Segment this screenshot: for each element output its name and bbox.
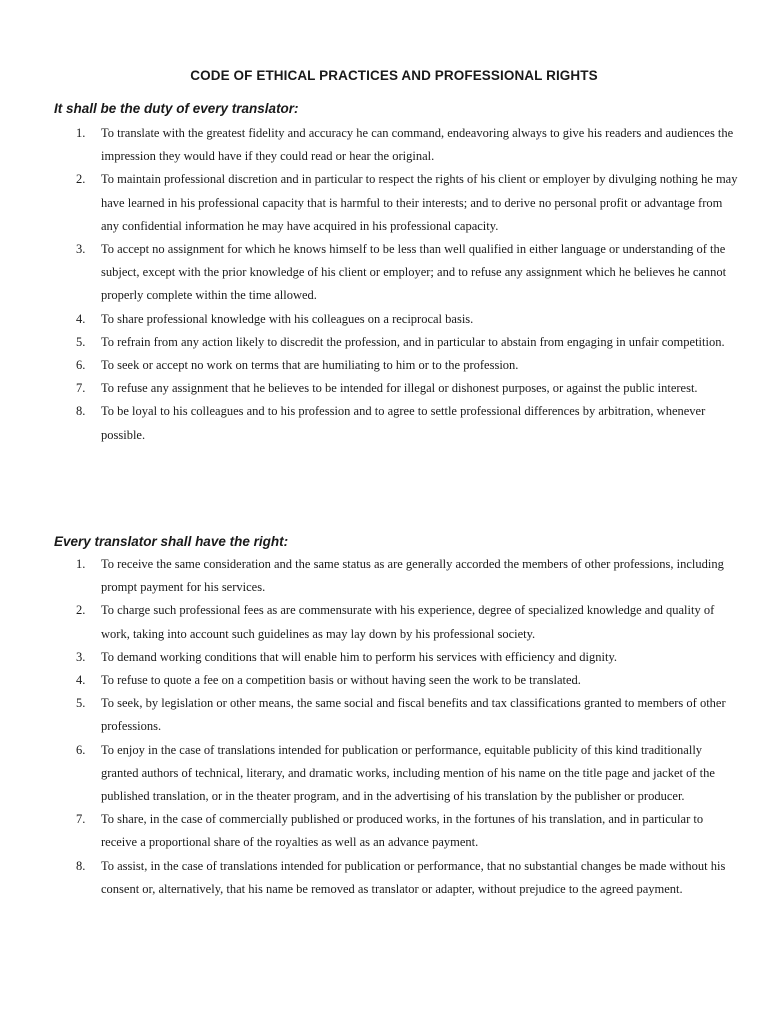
item-number: 2. (76, 172, 86, 187)
duties-list (0, 122, 768, 447)
item-text: To share professional knowledge with his colleagues on a reciprocal basis. (101, 311, 474, 326)
list-item (0, 553, 768, 599)
list-item (0, 331, 768, 354)
rights-list (0, 553, 768, 901)
duties-heading: It shall be the duty of every translator: (54, 101, 299, 116)
item-number: 7. (76, 812, 86, 827)
item-text: To share, in the case of commercially published or produced works, in the fortunes of his translation, and in particular to receive a proportional share of the royalties as well as an advance payment. (101, 812, 704, 850)
item-text: To be loyal to his colleagues and to his profession and to agree to settle professional differences by arbitration, whenever possible. (101, 404, 706, 442)
list-item (0, 238, 768, 308)
item-number: 8. (76, 858, 86, 873)
item-text: To assist, in the case of translations intended for publication or performance, that no substantial changes be made without his consent or, alternatively, that his name be removed as translator or adapter, without prejudice to the agreed payment. (101, 858, 726, 896)
item-text: To refuse to quote a fee on a competition basis or without having seen the work to be translated. (101, 673, 581, 688)
item-number: 1. (76, 126, 86, 140)
item-text: To translate with the greatest fidelity and accuracy he can command, endeavoring always to give his readers and audiences the impression they would have if they could read or hear the original. (101, 126, 734, 164)
item-text: To receive the same consideration and the same status as are generally accorded the members of other professions, including prompt payment for his services. (101, 557, 724, 595)
item-number: 8. (76, 404, 86, 419)
list-item (0, 354, 768, 377)
list-item (0, 855, 768, 901)
item-number: 7. (76, 381, 86, 396)
item-number: 5. (76, 696, 86, 711)
list-item (0, 808, 768, 854)
item-number: 4. (76, 673, 86, 688)
item-number: 6. (76, 742, 86, 757)
item-text: To seek or accept no work on terms that are humiliating to him or to the profession. (101, 358, 519, 373)
item-text: To refuse any assignment that he believes to be intended for illegal or dishonest purposes, or against the public interest. (101, 381, 698, 396)
list-item (0, 377, 768, 400)
list-item (0, 168, 768, 238)
item-text: To accept no assignment for which he knows himself to be less than well qualified in either language or understanding of the subject, except with the prior knowledge of his client or employer; and to refuse any assignment which he believes he cannot properly complete within the time allowed. (101, 242, 727, 303)
item-text: To refrain from any action likely to discredit the profession, and in particular to abstain from engaging in unfair competition. (101, 334, 725, 349)
rights-heading: Every translator shall have the right: (54, 534, 289, 549)
list-item (0, 739, 768, 809)
list-item (0, 400, 768, 446)
list-item (0, 599, 768, 645)
list-item (0, 646, 768, 669)
list-item (0, 669, 768, 692)
item-text: To seek, by legislation or other means, the same social and fiscal benefits and tax classifications granted to members of other professions. (101, 696, 726, 734)
item-text: To charge such professional fees as are commensurate with his experience, degree of specialized knowledge and quality of work, taking into account such guidelines as may lay down by his professional society. (101, 603, 715, 641)
item-text: To enjoy in the case of translations intended for publication or performance, equitable publicity of this kind traditionally granted authors of technical, literary, and dramatic works, including mention of his name on the title page and jacket of the published translation, or in the theater program, and in the advertising of his translation by the publisher or producer. (101, 742, 715, 804)
item-number: 2. (76, 603, 86, 618)
list-item (0, 692, 768, 738)
item-text: To maintain professional discretion and in particular to respect the rights of his client or employer by divulging nothing he may have learned in his professional capacity that is harmful to their interests; and to derive no personal profit or advantage from any confidential information he may have acquired in his professional capacity. (101, 172, 738, 233)
list-item (0, 122, 768, 168)
item-number: 5. (76, 334, 86, 349)
item-number: 4. (76, 311, 86, 326)
item-number: 3. (76, 242, 86, 257)
page-title: CODE OF ETHICAL PRACTICES AND PROFESSIONAL RIGHTS (190, 68, 598, 83)
item-text: To demand working conditions that will enable him to perform his services with efficiency and dignity. (101, 649, 618, 664)
item-number: 1. (76, 557, 86, 571)
list-item (0, 308, 768, 331)
item-number: 3. (76, 649, 86, 664)
item-number: 6. (76, 358, 86, 373)
